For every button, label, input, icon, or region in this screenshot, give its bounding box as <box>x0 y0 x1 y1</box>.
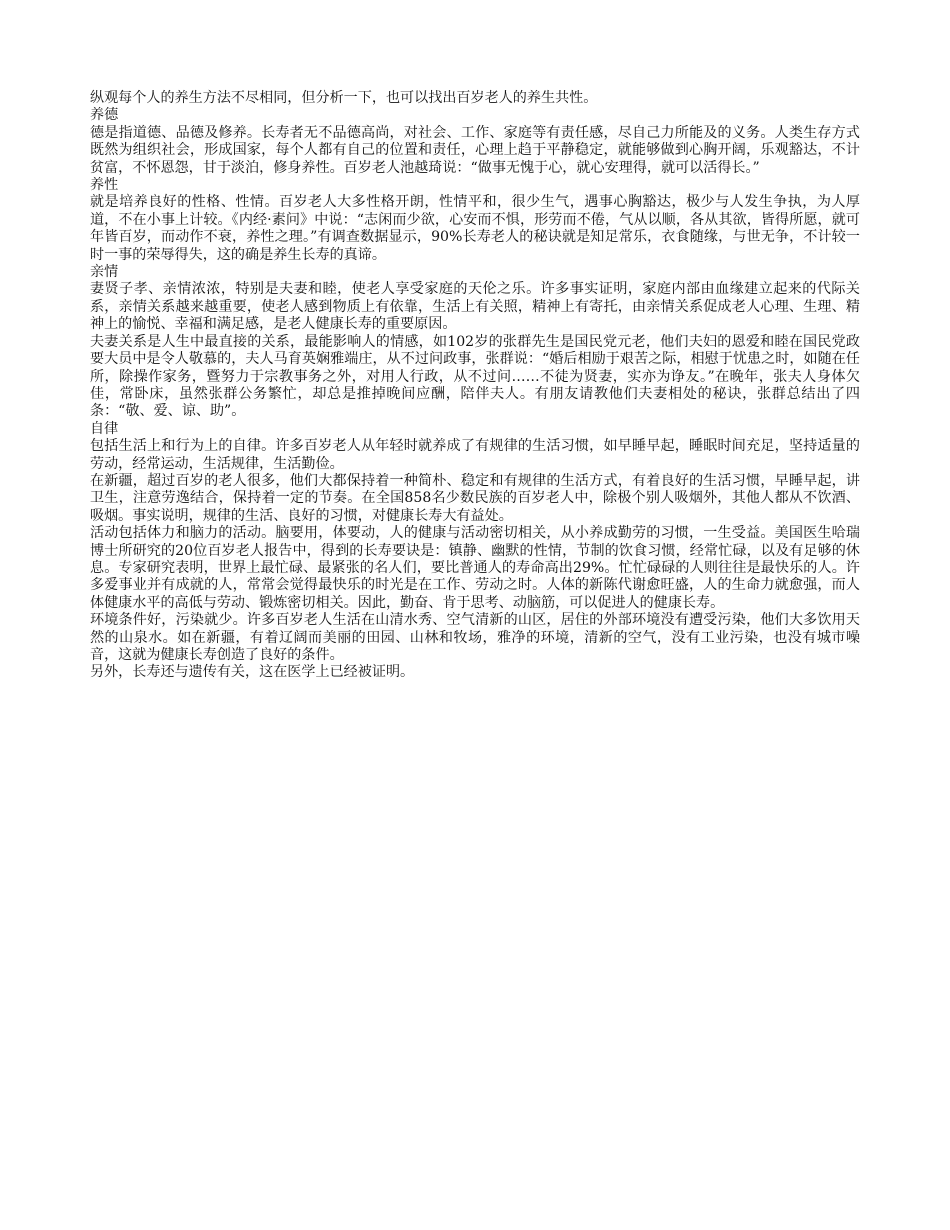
section-paragraph: 就是培养良好的性格、性情。百岁老人大多性格开朗，性情平和，很少生气，遇事心胸豁达，极少与人发生争执，为人厚道，不在小事上计较。《内经·素问》中说：“志闲而少欲，心安而不惧，形劳而不倦，气从以顺，各从其欲，皆得所愿，就可年皆百岁，而动作不衰，养性之理。”有调查数据显示，90%长寿老人的秘诀就是知足常乐，衣食随缘，与世无争，不计较一时一事的荣辱得失，这的确是养生长寿的真谛。 <box>90 194 860 263</box>
section-paragraph: 德是指道德、品德及修养。长寿者无不品德高尚，对社会、工作、家庭等有责任感，尽自己力所能及的义务。人类生存方式既然为组织社会，形成国家，每个人都有自己的位置和责任，心理上趋于平静稳定，就能够做到心胸开阔，乐观豁达，不计贫富，不怀恩怨，甘于淡泊，修身养性。百岁老人池越琦说：“做事无愧于心，就心安理得，就可以活得长。” <box>90 124 860 176</box>
document-body <box>90 90 860 682</box>
section-paragraph: 活动包括体力和脑力的活动。脑要用，体要动，人的健康与活动密切相关，从小养成勤劳的习惯，一生受益。美国医生哈瑞博士所研究的20位百岁老人报告中，得到的长寿要诀是：镇静、幽默的性情，节制的饮食习惯，经常忙碌，以及有足够的休息。专家研究表明，世界上最忙碌、最紧张的名人们，要比普通人的寿命高出29%。忙忙碌碌的人则往往是最快乐的人。许多爱事业并有成就的人，常常会觉得最快乐的时光是在工作、劳动之时。人体的新陈代谢愈旺盛，人的生命力就愈强，而人体健康水平的高低与劳动、锻炼密切相关。因此，勤奋、肯于思考、动脑筋，可以促进人的健康长寿。 <box>90 525 860 611</box>
section-paragraph: 环境条件好，污染就少。许多百岁老人生活在山清水秀、空气清新的山区，居住的外部环境没有遭受污染，他们大多饮用天然的山泉水。如在新疆，有着辽阔而美丽的田园、山林和牧场，雅净的环境，清新的空气，没有工业污染，也没有城市噪音，这就为健康长寿创造了良好的条件。 <box>90 612 860 663</box>
section-heading-yangde: 养德 <box>90 107 119 124</box>
closing-paragraph: 另外，长寿还与遗传有关，这在医学上已经被证明。 <box>90 664 415 681</box>
section-paragraph: 包括生活上和行为上的自律。许多百岁老人从年轻时就养成了有规律的生活习惯，如早睡早起，睡眠时间充足，坚持适量的劳动，经常运动，生活规律，生活勤俭。 <box>90 438 860 472</box>
intro-paragraph: 纵观每个人的养生方法不尽相同，但分析一下，也可以找出百岁老人的养生共性。 <box>90 90 598 106</box>
section-heading-zilv: 自律 <box>90 420 119 437</box>
section-paragraph: 在新疆，超过百岁的老人很多，他们大都保持着一种简朴、稳定和有规律的生活方式，有着良好的生活习惯，早睡早起，讲卫生，注意劳逸结合，保持着一定的节奏。在全国858名少数民族的百岁老人中，除极个别人吸烟外，其他人都从不饮酒、吸烟。事实说明，规律的生活、良好的习惯，对健康长寿大有益处。 <box>90 472 860 524</box>
section-paragraph: 妻贤子孝、亲情浓浓，特别是夫妻和睦，使老人享受家庭的天伦之乐。许多事实证明，家庭内部由血缘建立起来的代际关系，亲情关系越来越重要，使老人感到物质上有依靠，生活上有关照，精神上有寄托，由亲情关系促成老人心理、生理、精神上的愉悦、幸福和满足感，是老人健康长寿的重要原因。 <box>90 281 860 333</box>
section-heading-qinqing: 亲情 <box>90 264 119 281</box>
section-paragraph: 夫妻关系是人生中最直接的关系，最能影响人的情感，如102岁的张群先生是国民党元老，他们夫妇的恩爱和睦在国民党政要大员中是令人敬慕的，夫人马育英娴雅端庄，从不过问政事，张群说：“婚后相励于艰苦之际，相慰于忧患之时，如随在任所，除操作家务，暨努力于宗教事务之外，对用人行政，从不过问……不徒为贤妻，实亦为诤友。”在晚年，张夫人身体欠佳，常卧床，虽然张群公务繁忙，却总是推掉晚间应酬，陪伴夫人。有朋友请教他们夫妻相处的秘诀，张群总结出了四条：“敬、爱、谅、助”。 <box>90 333 860 420</box>
section-heading-yangxing: 养性 <box>90 177 119 194</box>
